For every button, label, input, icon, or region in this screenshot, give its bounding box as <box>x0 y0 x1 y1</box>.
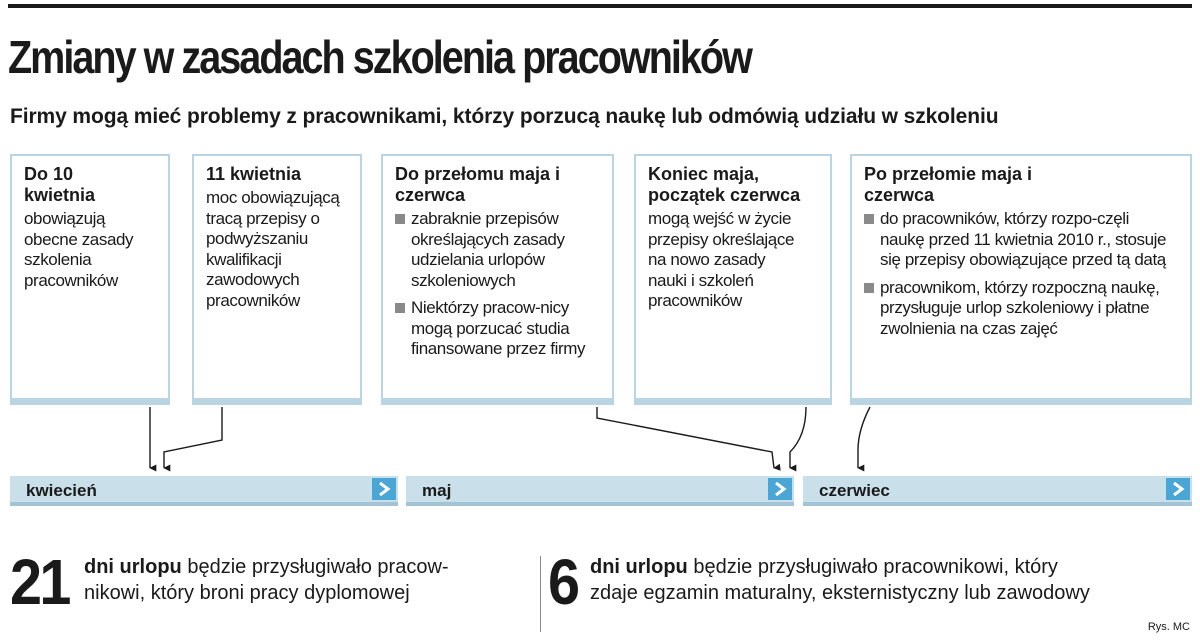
card-heading: Po przełomie maja i czerwca <box>864 164 1033 205</box>
stat-line-text: będzie przysługiwało pracow- <box>181 556 449 578</box>
connector-line <box>858 407 870 468</box>
credit: Rys. MC <box>1147 621 1190 633</box>
card-text: mogą wejść w życie przepisy określające na nowo zasady nauki i szkoleń pracowników <box>648 209 795 310</box>
bullet-text: pracownikom, którzy rozpoczną naukę, przysługuje urlop szkoleniowy i płatne zwolnienia na czas zajęć <box>880 277 1160 338</box>
connector-line <box>790 407 806 468</box>
square-bullet-icon <box>864 214 874 224</box>
divider <box>540 556 541 632</box>
page-title: Zmiany w zasadach szkolenia pracowników <box>8 31 751 83</box>
top-rule <box>8 4 1192 8</box>
stat-line-1 <box>84 554 449 580</box>
stat-line-2: nikowi, który broni pracy dyplomowej <box>84 582 410 604</box>
timeline-card-april-10 <box>10 154 170 405</box>
stat-text <box>84 554 449 606</box>
bullet-text: do pracowników, którzy rozpo-częli naukę przed 11 kwietnia 2010 r., stosuje się przepisy obowiązujące przed tą datą <box>880 209 1167 269</box>
bullet-text: zabraknie przepisów określających zasady udzielania urlopów szkoleniowych <box>411 209 565 290</box>
card-heading: 11 kwietnia <box>206 164 302 184</box>
list-item <box>864 278 1176 340</box>
square-bullet-icon <box>395 303 405 313</box>
stat-line-1 <box>590 554 1090 580</box>
timeline-card-may-june <box>381 154 614 405</box>
list-item <box>395 209 597 291</box>
list-item <box>395 298 597 360</box>
timeline-card-after-june <box>850 154 1192 405</box>
stat-bold: dni urlopu <box>590 556 688 578</box>
timeline-card-april-11 <box>192 154 362 405</box>
card-bullets <box>864 209 1180 339</box>
month-bar-april <box>10 476 398 506</box>
connector-line <box>597 407 774 468</box>
month-label: kwiecień <box>26 481 97 500</box>
card-heading: Do 10 kwietnia <box>24 164 96 205</box>
stat-line-2: zdaje egzamin maturalny, eksternistyczny lub zawodowy <box>590 582 1090 604</box>
list-item <box>864 209 1176 271</box>
stat-bold: dni urlopu <box>84 556 182 578</box>
card-bullets <box>395 209 602 360</box>
connector-line <box>164 407 222 468</box>
card-text: obowiązują obecne zasady szkolenia pracowników <box>24 209 134 290</box>
chevron-right-icon <box>768 478 792 500</box>
chevron-right-icon <box>372 478 396 500</box>
month-bar-may <box>406 476 794 506</box>
chevron-right-icon <box>1166 478 1190 500</box>
month-label: czerwiec <box>819 481 890 500</box>
stat-number: 6 <box>548 546 578 618</box>
card-heading: Do przełomu maja i czerwca <box>395 164 561 205</box>
card-heading: Koniec maja, początek czerwca <box>648 164 801 205</box>
stat-text <box>590 554 1090 606</box>
square-bullet-icon <box>864 283 874 293</box>
stat-line-text: będzie przysługiwało pracownikowi, który <box>687 556 1058 578</box>
timeline-card-end-may <box>634 154 832 405</box>
bullet-text: Niektórzy pracow-nicy mogą porzucać studia finansowane przez firmy <box>411 298 586 358</box>
square-bullet-icon <box>395 214 405 224</box>
month-label: maj <box>422 481 452 500</box>
subtitle: Firmy mogą mieć problemy z pracownikami, którzy porzucą naukę lub odmówią udziału w szkoleniu <box>10 105 999 128</box>
month-bar-june <box>803 476 1192 506</box>
card-text: moc obowiązującą tracą przepisy o podwyższaniu kwalifikacji zawodowych pracowników <box>206 188 340 310</box>
stat-number: 21 <box>10 546 69 618</box>
